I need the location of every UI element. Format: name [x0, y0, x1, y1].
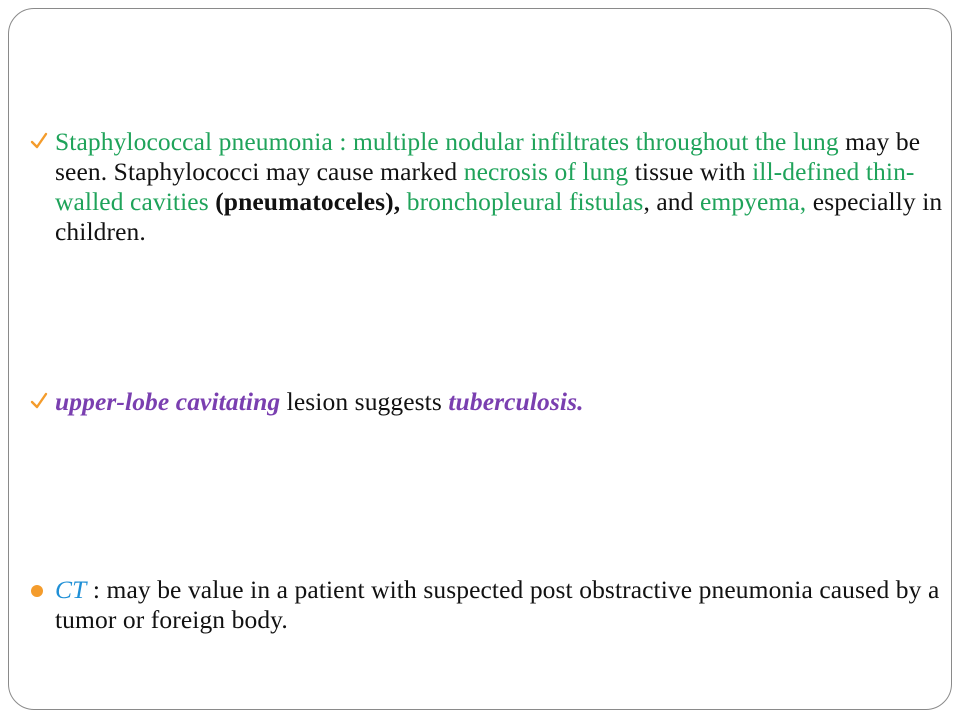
text-segment: CT	[55, 575, 87, 604]
text-segment: tissue with	[628, 157, 753, 186]
text-segment: especially in children.	[55, 187, 943, 246]
text-segment: , and	[643, 187, 700, 216]
bullet-ct	[30, 575, 950, 635]
text-segment: upper-lobe cavitating	[55, 387, 281, 416]
bullet-text	[55, 575, 950, 635]
text-segment: multiple nodular infiltrates throughout the lung	[353, 127, 839, 156]
check-icon	[30, 387, 54, 417]
text-segment: bronchopleural fistulas	[406, 187, 644, 216]
check-icon	[30, 127, 54, 157]
bullet-dot-icon	[30, 575, 54, 605]
dot-icon	[31, 585, 43, 597]
bullet-upper-lobe	[30, 387, 950, 417]
bullet-text	[55, 127, 950, 247]
text-segment: : may be value in a patient with suspected post obstractive pneumonia caused by a tumor or foreign body.	[55, 575, 940, 634]
text-segment: ill-defined thin-walled cavities	[55, 157, 915, 216]
text-segment: lesion suggests	[280, 387, 449, 416]
text-segment: tuberculosis.	[448, 387, 584, 416]
text-segment: may be seen. Staphylococci may cause marked	[55, 127, 921, 186]
text-segment: (pneumatoceles),	[215, 187, 401, 216]
text-segment: empyema,	[699, 187, 807, 216]
bullet-text	[55, 387, 950, 417]
bullet-staphylococcal-pneumonia	[30, 127, 950, 247]
text-segment: Staphylococcal pneumonia :	[55, 127, 353, 156]
text-segment: necrosis of lung	[463, 157, 629, 186]
